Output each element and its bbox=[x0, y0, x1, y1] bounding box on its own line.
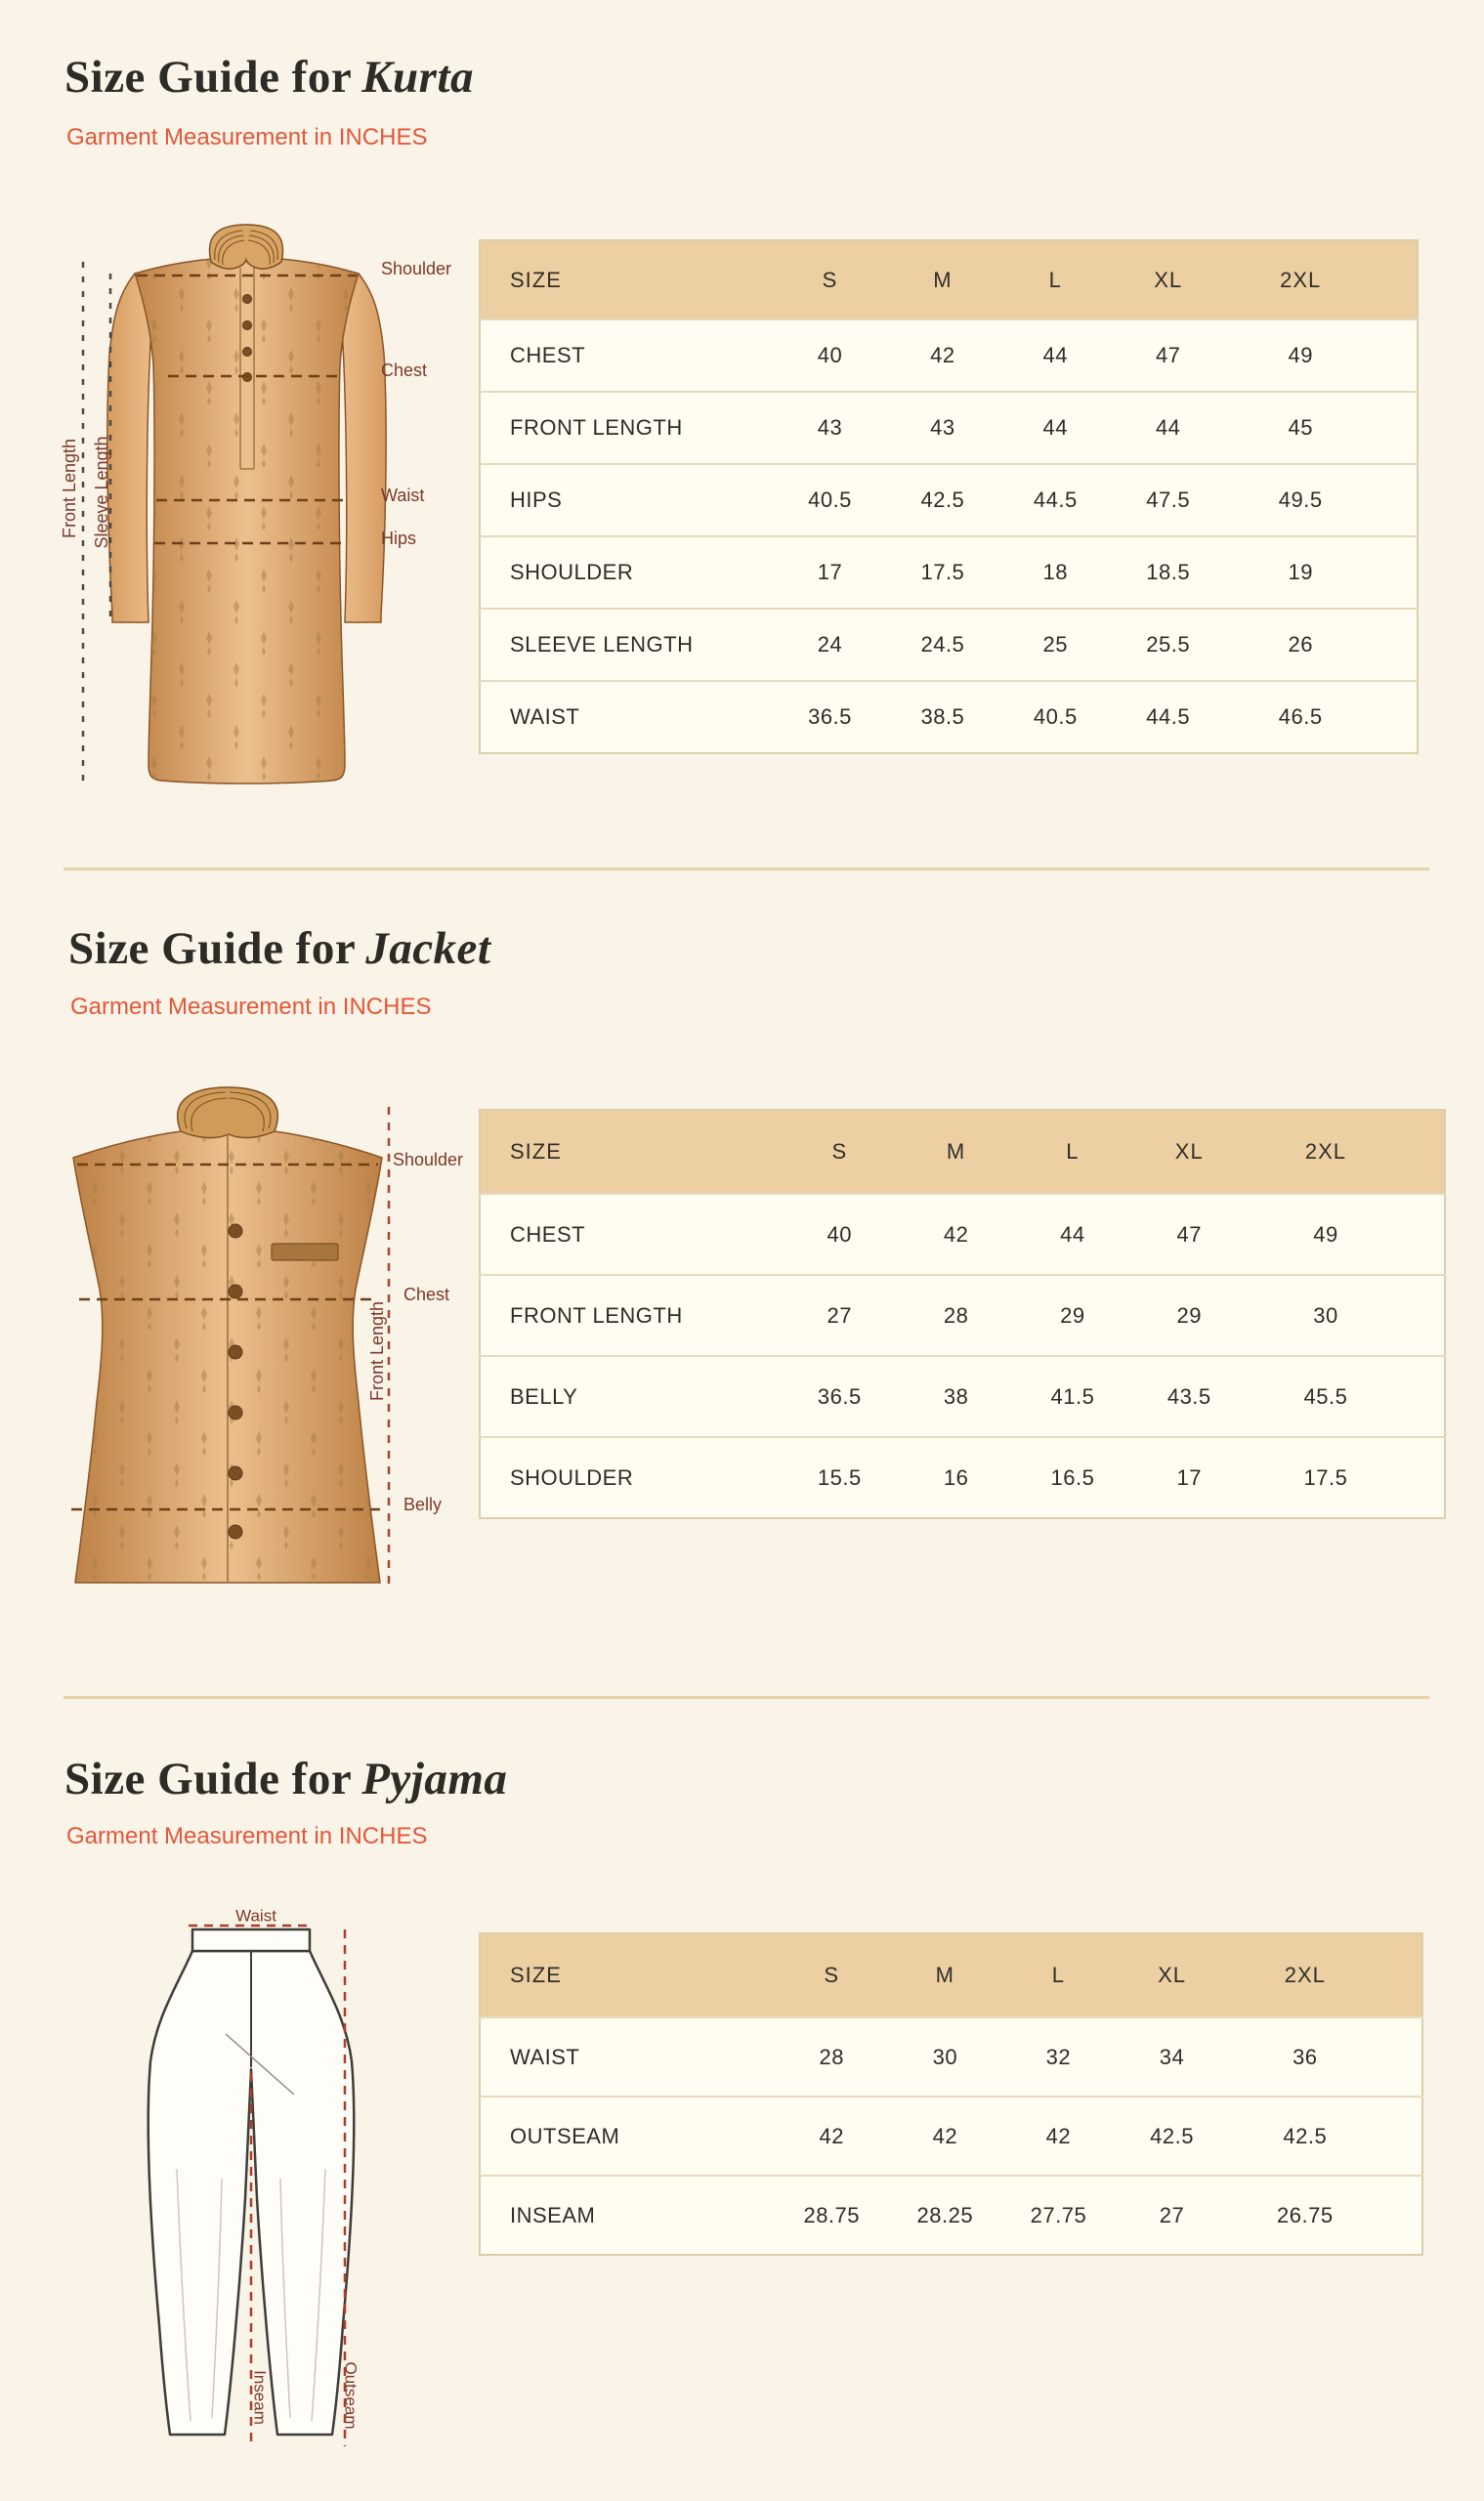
cell: 29 bbox=[1131, 1275, 1248, 1356]
row-label: SLEEVE LENGTH bbox=[480, 609, 774, 681]
garment-name: Pyjama bbox=[361, 1754, 508, 1804]
pyjama-section-subtitle: Garment Measurement in INCHES bbox=[66, 1823, 428, 1849]
cell: 27 bbox=[1115, 2176, 1228, 2255]
table-row bbox=[480, 464, 1418, 536]
cell: 42.5 bbox=[1229, 2097, 1422, 2176]
col-header-s: S bbox=[774, 240, 886, 319]
header-row bbox=[480, 1933, 1422, 2017]
col-header-s: S bbox=[775, 1933, 888, 2017]
cell: 43 bbox=[774, 392, 886, 464]
cell: 34 bbox=[1115, 2017, 1228, 2097]
cell: 49 bbox=[1248, 1194, 1445, 1275]
cell: 42.5 bbox=[1115, 2097, 1228, 2176]
cell: 45 bbox=[1224, 392, 1418, 464]
cell: 28 bbox=[898, 1275, 1014, 1356]
kurta-section-title bbox=[64, 51, 474, 104]
row-label: SHOULDER bbox=[480, 536, 774, 609]
title-prefix: Size Guide for bbox=[68, 923, 357, 974]
row-label: FRONT LENGTH bbox=[480, 392, 774, 464]
jacket-front-length-label: Front Length bbox=[367, 1300, 387, 1402]
cell: 45.5 bbox=[1248, 1356, 1445, 1437]
pyjama-diagram bbox=[93, 1886, 474, 2501]
cell: 36.5 bbox=[774, 681, 886, 753]
cell: 40.5 bbox=[999, 681, 1112, 753]
cell: 43.5 bbox=[1131, 1356, 1248, 1437]
col-header-xl: XL bbox=[1131, 1110, 1248, 1194]
cell: 28.75 bbox=[775, 2176, 888, 2255]
kurta-hips-label: Hips bbox=[381, 529, 417, 548]
table-row bbox=[480, 2097, 1422, 2176]
table-row bbox=[480, 609, 1418, 681]
cell: 49 bbox=[1224, 319, 1418, 392]
cell: 17.5 bbox=[886, 536, 998, 609]
garment-name: Kurta bbox=[361, 52, 475, 103]
cell: 42.5 bbox=[886, 464, 998, 536]
kurta-chest-label: Chest bbox=[381, 360, 428, 380]
table-row bbox=[480, 2017, 1422, 2097]
pyjama-section-title bbox=[64, 1753, 507, 1805]
col-header-2xl: 2XL bbox=[1248, 1110, 1445, 1194]
cell: 44 bbox=[999, 319, 1112, 392]
kurta-sleeve-length-label: Sleeve Length bbox=[92, 436, 111, 549]
cell: 42 bbox=[886, 319, 998, 392]
jacket-chest-label: Chest bbox=[403, 1285, 450, 1304]
header-row bbox=[480, 240, 1418, 319]
table-row bbox=[480, 536, 1418, 609]
cell: 25 bbox=[999, 609, 1112, 681]
cell: 26.75 bbox=[1229, 2176, 1422, 2255]
cell: 44 bbox=[1112, 392, 1224, 464]
row-label: INSEAM bbox=[480, 2176, 775, 2255]
section-divider bbox=[64, 1696, 1429, 1699]
cell: 47 bbox=[1112, 319, 1224, 392]
cell: 28.25 bbox=[888, 2176, 1001, 2255]
cell: 26 bbox=[1224, 609, 1418, 681]
jacket-belly-label: Belly bbox=[403, 1495, 443, 1514]
cell: 17 bbox=[774, 536, 886, 609]
cell: 18 bbox=[999, 536, 1112, 609]
cell: 30 bbox=[888, 2017, 1001, 2097]
cell: 38 bbox=[898, 1356, 1014, 1437]
col-header-xl: XL bbox=[1112, 240, 1224, 319]
jacket-collar bbox=[178, 1087, 278, 1138]
row-label: WAIST bbox=[480, 2017, 775, 2097]
cell: 44.5 bbox=[999, 464, 1112, 536]
cell: 27.75 bbox=[1001, 2176, 1115, 2255]
cell: 24 bbox=[774, 609, 886, 681]
cell: 32 bbox=[1001, 2017, 1115, 2097]
cell: 28 bbox=[775, 2017, 888, 2097]
cell: 36.5 bbox=[782, 1356, 898, 1437]
cell: 25.5 bbox=[1112, 609, 1224, 681]
table-row bbox=[480, 681, 1418, 753]
pyjama-size-table bbox=[479, 1932, 1423, 2256]
kurta-waist-label: Waist bbox=[381, 486, 425, 505]
pyjama-inseam-label: Inseam bbox=[250, 2370, 270, 2425]
row-label: SHOULDER bbox=[480, 1437, 782, 1518]
cell: 40 bbox=[774, 319, 886, 392]
pyjama-illustration bbox=[93, 1886, 474, 2501]
row-label: BELLY bbox=[480, 1356, 782, 1437]
header-row bbox=[480, 1110, 1445, 1194]
table-row bbox=[480, 1275, 1445, 1356]
col-header-m: M bbox=[886, 240, 998, 319]
cell: 42 bbox=[888, 2097, 1001, 2176]
section-divider bbox=[64, 868, 1429, 870]
cell: 29 bbox=[1014, 1275, 1130, 1356]
cell: 40.5 bbox=[774, 464, 886, 536]
cell: 38.5 bbox=[886, 681, 998, 753]
cell: 44 bbox=[999, 392, 1112, 464]
cell: 47 bbox=[1131, 1194, 1248, 1275]
cell: 17.5 bbox=[1248, 1437, 1445, 1518]
kurta-size-table bbox=[479, 239, 1419, 754]
cell: 24.5 bbox=[886, 609, 998, 681]
cell: 42 bbox=[1001, 2097, 1115, 2176]
col-header-xl: XL bbox=[1115, 1933, 1228, 2017]
cell: 44 bbox=[1014, 1194, 1130, 1275]
cell: 47.5 bbox=[1112, 464, 1224, 536]
table-row bbox=[480, 1437, 1445, 1518]
row-label: HIPS bbox=[480, 464, 774, 536]
cell: 16 bbox=[898, 1437, 1014, 1518]
table-row bbox=[480, 319, 1418, 392]
col-header-2xl: 2XL bbox=[1229, 1933, 1422, 2017]
col-header-size: SIZE bbox=[480, 1933, 775, 2017]
cell: 49.5 bbox=[1224, 464, 1418, 536]
kurta-section-subtitle: Garment Measurement in INCHES bbox=[66, 124, 428, 150]
row-label: CHEST bbox=[480, 1194, 782, 1275]
col-header-2xl: 2XL bbox=[1224, 240, 1418, 319]
cell: 30 bbox=[1248, 1275, 1445, 1356]
pyjama-waist-label: Waist bbox=[235, 1906, 276, 1926]
jacket-size-table bbox=[479, 1109, 1446, 1519]
pyjama-outseam-label: Outseam bbox=[341, 2361, 360, 2430]
kurta-front-length-label: Front Length bbox=[60, 438, 79, 539]
title-prefix: Size Guide for bbox=[64, 1754, 353, 1804]
cell: 41.5 bbox=[1014, 1356, 1130, 1437]
jacket-section-title bbox=[68, 922, 490, 975]
cell: 36 bbox=[1229, 2017, 1422, 2097]
row-label: FRONT LENGTH bbox=[480, 1275, 782, 1356]
col-header-size: SIZE bbox=[480, 1110, 782, 1194]
cell: 44.5 bbox=[1112, 681, 1224, 753]
row-label: CHEST bbox=[480, 319, 774, 392]
garment-name: Jacket bbox=[365, 923, 491, 974]
jacket-shoulder-label: Shoulder bbox=[393, 1150, 464, 1169]
table-row bbox=[480, 1356, 1445, 1437]
table-row bbox=[480, 392, 1418, 464]
cell: 18.5 bbox=[1112, 536, 1224, 609]
cell: 46.5 bbox=[1224, 681, 1418, 753]
cell: 43 bbox=[886, 392, 998, 464]
kurta-shoulder-label: Shoulder bbox=[381, 259, 452, 278]
cell: 16.5 bbox=[1014, 1437, 1130, 1518]
col-header-size: SIZE bbox=[480, 240, 774, 319]
row-label: OUTSEAM bbox=[480, 2097, 775, 2176]
cell: 42 bbox=[775, 2097, 888, 2176]
col-header-l: L bbox=[1014, 1110, 1130, 1194]
table-row bbox=[480, 2176, 1422, 2255]
jacket-section-subtitle: Garment Measurement in INCHES bbox=[70, 994, 432, 1020]
pyjama-waistband bbox=[192, 1929, 310, 1951]
table-row bbox=[480, 1194, 1445, 1275]
cell: 19 bbox=[1224, 536, 1418, 609]
col-header-s: S bbox=[782, 1110, 898, 1194]
col-header-l: L bbox=[1001, 1933, 1115, 2017]
cell: 40 bbox=[782, 1194, 898, 1275]
col-header-l: L bbox=[999, 240, 1112, 319]
col-header-m: M bbox=[888, 1933, 1001, 2017]
cell: 15.5 bbox=[782, 1437, 898, 1518]
cell: 17 bbox=[1131, 1437, 1248, 1518]
cell: 27 bbox=[782, 1275, 898, 1356]
jacket-pocket bbox=[272, 1244, 338, 1260]
title-prefix: Size Guide for bbox=[64, 52, 353, 103]
col-header-m: M bbox=[898, 1110, 1014, 1194]
row-label: WAIST bbox=[480, 681, 774, 753]
kurta-body bbox=[135, 227, 359, 784]
cell: 42 bbox=[898, 1194, 1014, 1275]
